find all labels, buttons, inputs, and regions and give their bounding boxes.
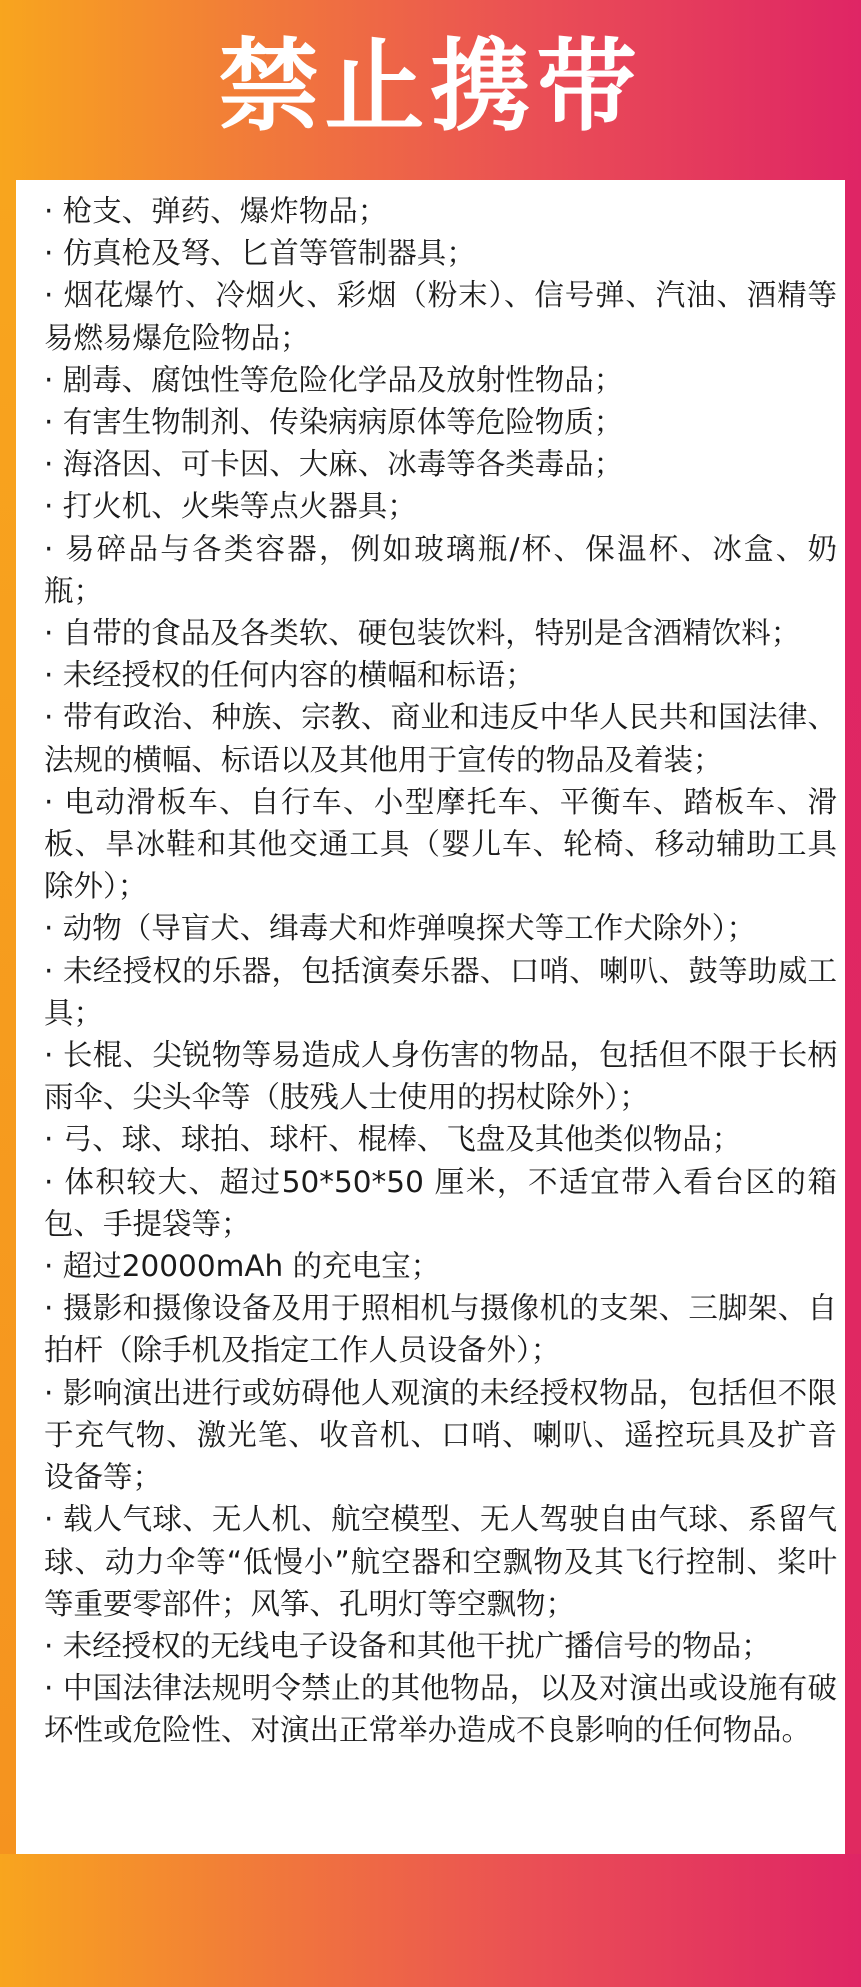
list-item: · 弓、球、球拍、球杆、棍棒、飞盘及其他类似物品；	[44, 1122, 742, 1157]
list-item: · 长棍、尖锐物等易造成人身伤害的物品，包括但不限于长柄雨伞、尖头伞等（肢残人士使用的拐杖除外）；	[44, 1038, 837, 1115]
footer-gradient-bar	[0, 1854, 861, 1987]
list-item: · 未经授权的乐器，包括演奏乐器、口哨、喇叭、鼓等助威工具；	[44, 953, 837, 1030]
list-item: · 影响演出进行或妨碍他人观演的未经授权物品，包括但不限于充气物、激光笔、收音机、口哨、喇叭、遥控玩具及扩音设备等；	[44, 1375, 837, 1495]
list-item: · 未经授权的任何内容的横幅和标语；	[44, 658, 535, 693]
list-item: · 剧毒、腐蚀性等危险化学品及放射性物品；	[44, 362, 624, 397]
list-item: · 带有政治、种族、宗教、商业和违反中华人民共和国法律、法规的横幅、标语以及其他用于宣传的物品及着装；	[44, 700, 837, 777]
prohibited-items-list	[44, 190, 837, 1752]
list-item: · 自带的食品及各类软、硬包装饮料，特别是含酒精饮料；	[44, 616, 801, 651]
list-item: · 未经授权的无线电子设备和其他干扰广播信号的物品；	[44, 1628, 771, 1663]
list-item: · 载人气球、无人机、航空模型、无人驾驶自由气球、系留气球、动力伞等“低慢小”航空器和空飘物及其飞行控制、桨叶等重要零部件；风筝、孔明灯等空飘物；	[44, 1502, 837, 1621]
left-gradient-edge	[0, 180, 16, 1854]
list-item: · 体积较大、超过50*50*50 厘米，不适宜带入看台区的箱包、手提袋等；	[44, 1164, 837, 1241]
header-banner	[0, 0, 861, 180]
list-item: · 超过20000mAh 的充电宝；	[44, 1249, 441, 1284]
list-item: · 摄影和摄像设备及用于照相机与摄像机的支架、三脚架、自拍杆（除手机及指定工作人员设备外）；	[44, 1291, 837, 1368]
list-item: · 烟花爆竹、冷烟火、彩烟（粉末）、信号弹、汽油、酒精等易燃易爆危险物品；	[44, 278, 837, 355]
list-item: · 枪支、弹药、爆炸物品；	[44, 194, 388, 228]
right-gradient-edge	[845, 180, 861, 1854]
list-item: · 动物（导盲犬、缉毒犬和炸弹嗅探犬等工作犬除外）；	[44, 911, 757, 946]
page-title: 禁止携带	[218, 28, 643, 145]
list-item: · 电动滑板车、自行车、小型摩托车、平衡车、踏板车、滑板、旱冰鞋和其他交通工具（婴儿车、轮椅、移动辅助工具除外）；	[44, 784, 837, 904]
list-item: · 中国法律法规明令禁止的其他物品，以及对演出或设施有破坏性或危险性、对演出正常举办造成不良影响的任何物品。	[44, 1671, 837, 1748]
list-item: · 海洛因、可卡因、大麻、冰毒等各类毒品；	[44, 447, 624, 482]
list-item: · 仿真枪及弩、匕首等管制器具；	[44, 236, 476, 271]
list-item: · 有害生物制剂、传染病病原体等危险物质；	[44, 405, 624, 440]
list-item: · 打火机、火柴等点火器具；	[44, 489, 417, 524]
prohibited-items-panel	[16, 180, 845, 1854]
list-item: · 易碎品与各类容器，例如玻璃瓶/杯、保温杯、冰盒、奶瓶；	[44, 531, 837, 608]
